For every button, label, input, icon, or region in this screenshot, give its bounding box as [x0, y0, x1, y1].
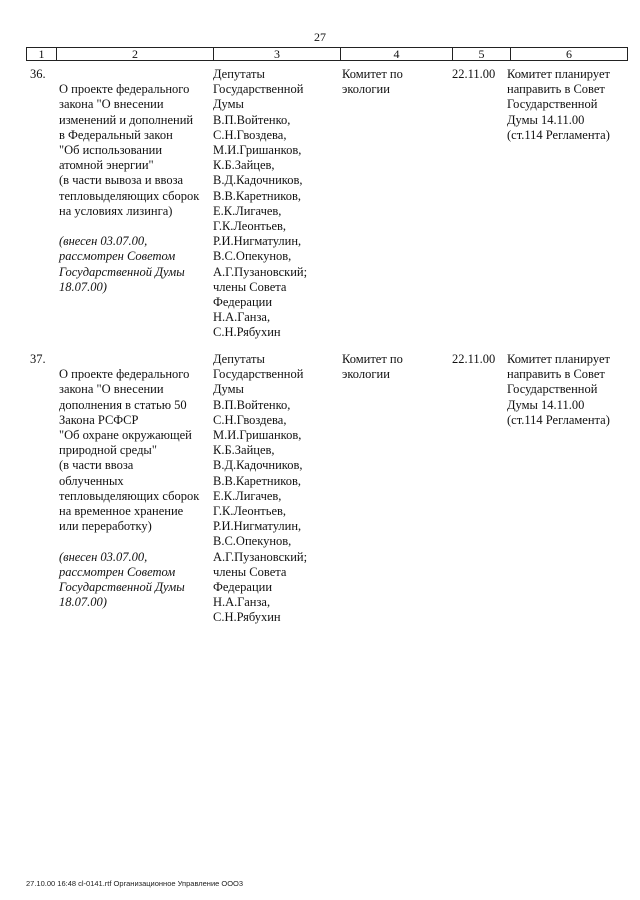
header-col-1: 1: [38, 47, 45, 61]
page-number: 27: [314, 30, 326, 44]
entry-title-note: (внесен 03.07.00, рассмотрен Советом Государственной Думы 18.07.00): [59, 234, 185, 294]
header-col-4: 4: [340, 48, 452, 60]
table-header-row: [26, 47, 628, 61]
entry-status: Комитет планирует направить в Совет Государственной Думы 14.11.00 (ст.114 Регламента): [507, 352, 610, 427]
entry-title: О проекте федерального закона "О внесении изменений и дополнений в Федеральный закон "Об использовании атомной энергии" (в части вывоза и ввоза тепловыделяющих сборок на условиях лизинга): [59, 82, 200, 218]
entry-status: Комитет планирует направить в Совет Государственной Думы 14.11.00 (ст.114 Регламента): [507, 67, 610, 142]
header-col-2: 2: [56, 48, 213, 60]
header-col-6: 6: [510, 48, 627, 60]
entry-number: 37.: [30, 352, 46, 366]
entry-date: 22.11.00: [452, 352, 496, 366]
page-footer: 27.10.00 16:48 cl-0141.rtf Организационное Управление ООО3: [26, 879, 244, 888]
entry-title-note: (внесен 03.07.00, рассмотрен Советом Государственной Думы 18.07.00): [59, 549, 185, 610]
entry-title: О проекте федерального закона "О внесении дополнения в статью 50 Закона РСФСР "Об охране окружающей природной среды" (в части ввоза облученных тепловыделяющих сборок на временное хранение или переработку): [59, 367, 200, 534]
header-col-5: 5: [452, 48, 510, 60]
entry-number: 36.: [30, 67, 46, 81]
entry-title-block: [59, 352, 209, 626]
entry-committee: Комитет по экологии: [342, 352, 403, 382]
entry-committee: Комитет по экологии: [342, 67, 403, 97]
entry-title-block: [59, 67, 209, 310]
entry-authors: Депутаты Государственной Думы В.П.Войтенко, С.Н.Гвоздева, М.И.Гришанков, К.Б.Зайцев, В.Д.Кадочников, В.В.Каретников, Е.К.Лигачев, Г.К.Леонтьев, Р.И.Нигматулин, В.С.Опекунов, А.Г.Пузановский; члены Совета Федерации Н.А.Ганза, С.Н.Рябухин: [213, 352, 308, 625]
entry-date: 22.11.00: [452, 67, 496, 81]
entry-authors: Депутаты Государственной Думы В.П.Войтенко, С.Н.Гвоздева, М.И.Гришанков, К.Б.Зайцев, В.Д.Кадочников, В.В.Каретников, Е.К.Лигачев, Г.К.Леонтьев, Р.И.Нигматулин, В.С.Опекунов, А.Г.Пузановский; члены Совета Федерации Н.А.Ганза, С.Н.Рябухин: [213, 67, 308, 340]
header-col-3: 3: [213, 48, 340, 60]
